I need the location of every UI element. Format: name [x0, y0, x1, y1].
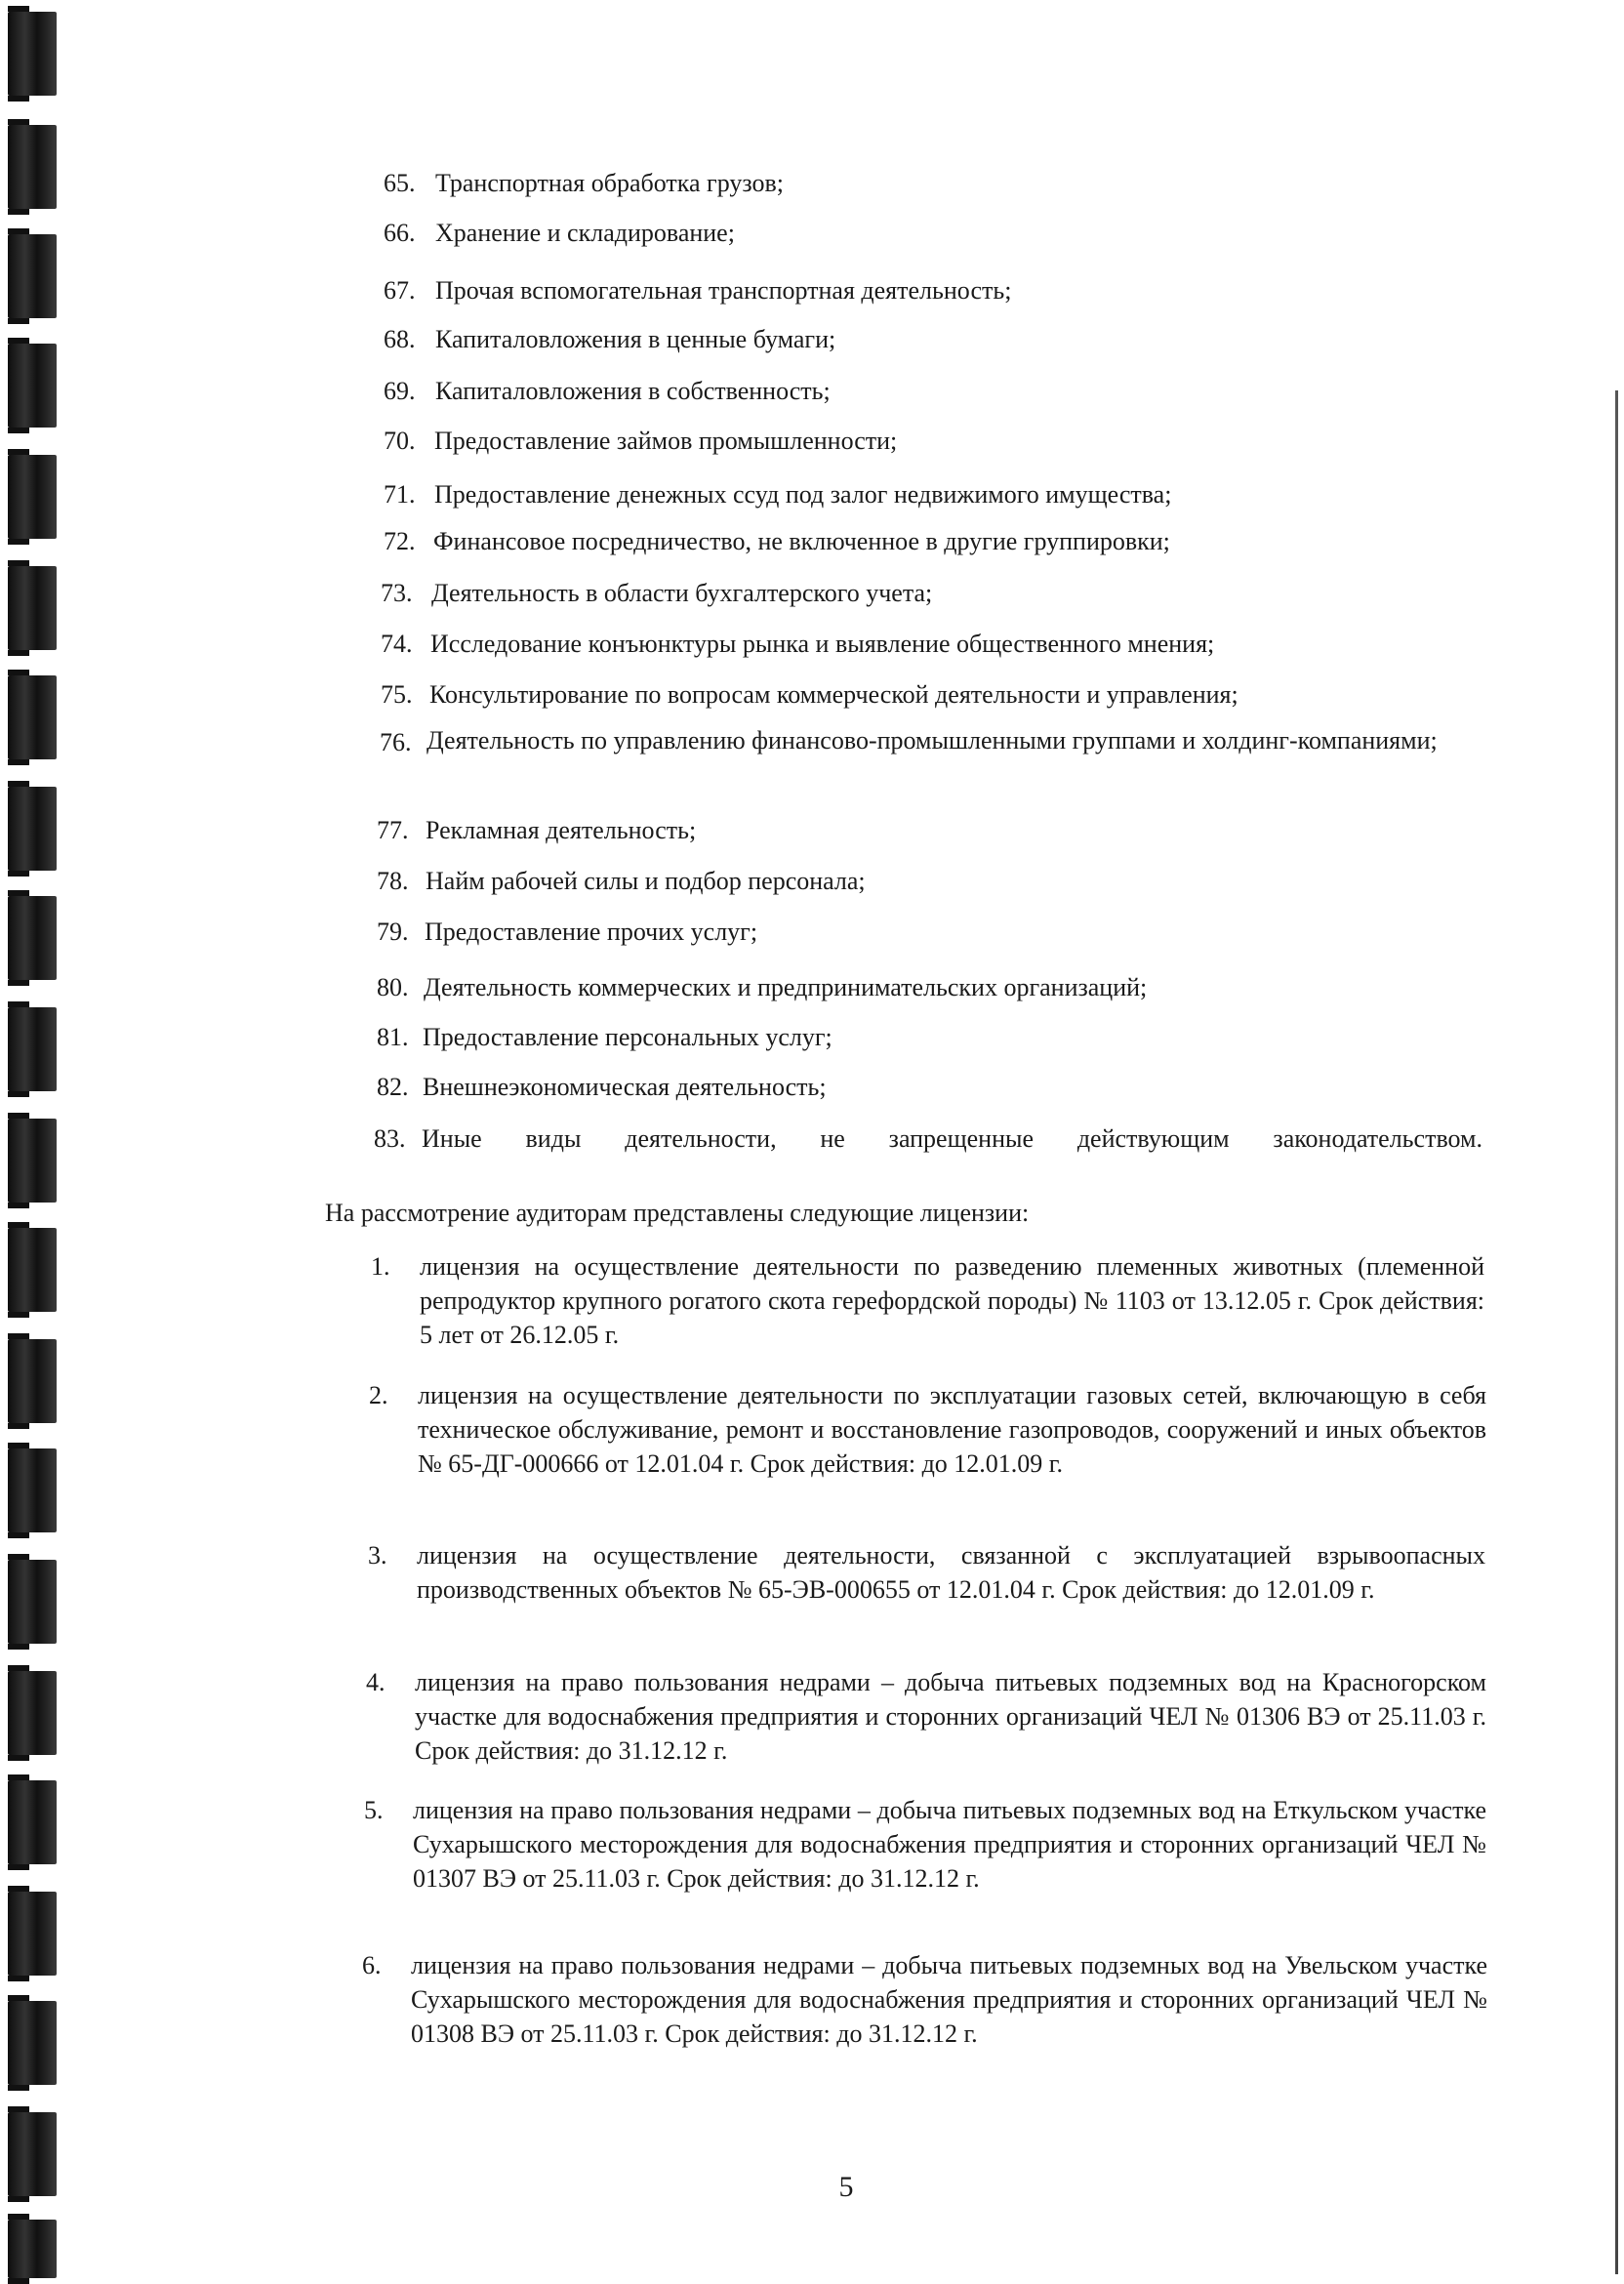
binding-hole	[8, 2220, 57, 2278]
item-number: 72.	[384, 527, 416, 555]
binding-hole	[8, 1560, 57, 1644]
item-text: Деятельность в области бухгалтерского учета;	[431, 579, 933, 607]
binding-hole	[8, 234, 57, 318]
item-number: 3.	[368, 1541, 387, 1570]
item-number: 69.	[384, 377, 416, 405]
item-number: 79.	[377, 918, 409, 946]
item-number: 71.	[384, 480, 416, 509]
item-text: Исследование конъюнктуры рынка и выявление общественного мнения;	[430, 630, 1215, 658]
binding-holes	[0, 0, 68, 2283]
item-text: лицензия на право пользования недрами – добыча питьевых подземных вод на Красногорском участке для водоснабжения предприятия и сторонних организаций ЧЕЛ № 01306 ВЭ от 25.11.03 г. Срок действия: до 31.12.12 г.	[415, 1668, 1486, 1765]
item-number: 65.	[384, 169, 416, 197]
item-text: Предоставление денежных ссуд под залог недвижимого имущества;	[434, 480, 1172, 509]
item-text: Консультирование по вопросам коммерческой деятельности и управления;	[429, 680, 1238, 709]
binding-hole	[8, 1892, 57, 1976]
binding-hole	[8, 2001, 57, 2085]
item-number: 75.	[381, 680, 413, 709]
item-number: 67.	[384, 276, 416, 305]
item-text: Рекламная деятельность;	[426, 816, 697, 844]
item-number: 5.	[364, 1796, 384, 1824]
item-text: Капиталовложения в собственность;	[435, 377, 831, 405]
item-number: 2.	[369, 1381, 388, 1409]
item-number: 1.	[371, 1252, 390, 1281]
page-number: 5	[838, 2171, 854, 2203]
item-text: Предоставление прочих услуг;	[425, 918, 758, 946]
binding-hole	[8, 896, 57, 980]
binding-hole	[8, 344, 57, 428]
item-text: лицензия на осуществление деятельности по разведению племенных животных (племенной репродуктор крупного рогатого скота герефордской породы) № 1103 от 13.12.05 г. Срок действия: 5 лет от 26.12.05 г.	[420, 1252, 1484, 1349]
item-text: Предоставление персональных услуг;	[423, 1023, 832, 1051]
item-text: Финансовое посредничество, не включенное в другие группировки;	[433, 527, 1170, 555]
binding-hole	[8, 2112, 57, 2196]
item-number: 68.	[384, 325, 416, 353]
item-number: 83.	[374, 1124, 406, 1153]
item-text: Деятельность по управлению финансово-промышленными группами и холдинг-компаниями;	[426, 726, 1438, 755]
item-number: 82.	[377, 1073, 409, 1101]
binding-hole	[8, 787, 57, 871]
item-number: 81.	[377, 1023, 409, 1051]
binding-hole	[8, 455, 57, 539]
item-text: Прочая вспомогательная транспортная деятельность;	[435, 276, 1012, 305]
item-number: 78.	[377, 867, 409, 895]
item-number: 6.	[362, 1951, 382, 1979]
item-text: Внешнеэкономическая деятельность;	[423, 1073, 827, 1101]
item-number: 73.	[381, 579, 413, 607]
page-edge-shadow	[1615, 390, 1618, 2274]
binding-hole	[8, 1228, 57, 1312]
item-number: 76.	[380, 728, 412, 756]
binding-hole	[8, 1007, 57, 1091]
item-text: Капиталовложения в ценные бумаги;	[435, 325, 836, 353]
item-text: лицензия на право пользования недрами – добыча питьевых подземных вод на Еткульском участке Сухарышского месторождения для водоснабжения предприятия и сторонних организаций ЧЕЛ № 01307 ВЭ от 25.11.03 г. Срок действия: до 31.12.12 г.	[413, 1796, 1486, 1893]
item-text: лицензия на осуществление деятельности, связанной с эксплуатацией взрывоопасных производственных объектов № 65-ЭВ-000655 от 12.01.04 г. Срок действия: до 12.01.09 г.	[417, 1541, 1485, 1604]
item-text: Иные виды деятельности, не запрещенные действующим законодательством.	[422, 1124, 1482, 1153]
item-number: 74.	[381, 630, 413, 658]
item-text: Хранение и складирование;	[435, 219, 735, 247]
binding-hole	[8, 1671, 57, 1755]
binding-hole	[8, 12, 57, 96]
item-number: 77.	[377, 816, 409, 844]
item-number: 70.	[384, 427, 416, 455]
binding-hole	[8, 1339, 57, 1423]
binding-hole	[8, 566, 57, 650]
item-text: лицензия на право пользования недрами – добыча питьевых подземных вод на Увельском участке Сухарышского месторождения для водоснабжения предприятия и сторонних организаций ЧЕЛ № 01308 ВЭ от 25.11.03 г. Срок действия: до 31.12.12 г.	[411, 1951, 1487, 2048]
binding-hole	[8, 675, 57, 759]
binding-hole	[8, 1780, 57, 1864]
licenses-intro: На рассмотрение аудиторам представлены следующие лицензии:	[325, 1199, 1030, 1227]
item-text: Деятельность коммерческих и предпринимательских организаций;	[424, 973, 1148, 1001]
item-text: Предоставление займов промышленности;	[434, 427, 898, 455]
item-text: Найм рабочей силы и подбор персонала;	[426, 867, 866, 895]
binding-hole	[8, 1448, 57, 1532]
item-number: 4.	[366, 1668, 386, 1696]
item-number: 66.	[384, 219, 416, 247]
item-number: 80.	[377, 973, 409, 1001]
item-text: Транспортная обработка грузов;	[435, 169, 784, 197]
binding-hole	[8, 125, 57, 209]
item-text: лицензия на осуществление деятельности по эксплуатации газовых сетей, включающую в себя техническое обслуживание, ремонт и восстановление газопроводов, сооружений и иных объектов № 65-ДГ-000666 от 12.01.04 г. Срок действия: до 12.01.09 г.	[418, 1381, 1486, 1478]
binding-hole	[8, 1119, 57, 1203]
